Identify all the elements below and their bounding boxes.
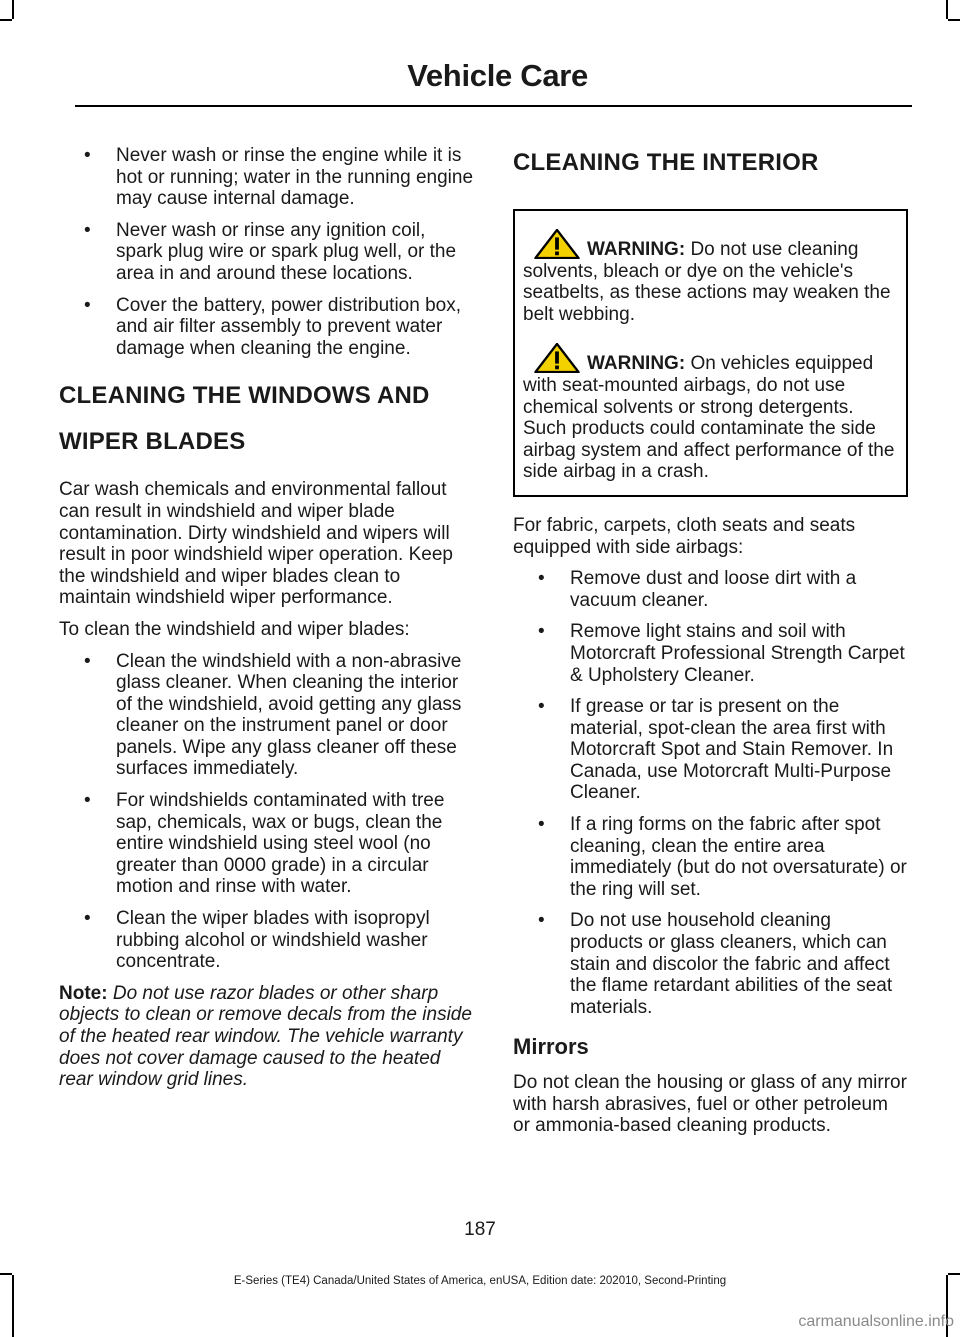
interior-section-heading: CLEANING THE INTERIOR xyxy=(513,149,819,176)
note-label: Note: xyxy=(59,982,108,1004)
list-item: • Never wash or rinse the engine while it is hot or running; water in the running engine may cause internal damage. xyxy=(59,145,474,210)
windows-section-heading xyxy=(59,373,474,465)
left-column xyxy=(59,145,474,1101)
list-item: • Cover the battery, power distribution box, and air filter assembly to prevent water damage when cleaning the engine. xyxy=(59,295,474,360)
warning-box xyxy=(513,209,908,497)
page-header-title: Vehicle Care xyxy=(407,58,588,93)
list-item: • Remove light stains and soil with Motorcraft Professional Strength Carpet & Upholstery Cleaner. xyxy=(513,621,908,686)
right-column xyxy=(513,145,908,1147)
page-number: 187 xyxy=(464,1219,496,1240)
list-item: • Never wash or rinse any ignition coil, spark plug wire or spark plug well, or the area in and around these locations. xyxy=(59,220,474,285)
fabric-list xyxy=(513,568,908,1018)
list-item: • If a ring forms on the fabric after spot cleaning, clean the entire area immediately (but do not oversaturate) or the ring will set. xyxy=(513,814,908,900)
warning-text: Do not use cleaning solvents, bleach or dye on the vehicle's seatbelts, as these actions may weaken the belt webbing. xyxy=(523,239,891,325)
header-rule xyxy=(75,105,912,107)
warning-text: On vehicles equipped with seat-mounted airbags, do not use chemical solvents or strong detergents. Such products could contaminate the side airbag system and affect performance of the side airbag in a crash. xyxy=(523,353,895,483)
list-item: • For windshields contaminated with tree sap, chemicals, wax or bugs, clean the entire windshield using steel wool (no greater than 0000 grade) in a circular motion and rinse with water. xyxy=(59,790,474,898)
list-item: • Clean the windshield with a non-abrasive glass cleaner. When cleaning the interior of the windshield, avoid getting any glass cleaner on the instrument panel or door panels. Wipe any glass cleaner off these surfaces immediately. xyxy=(59,651,474,781)
list-item: • Do not use household cleaning products or glass cleaners, which can stain and discolor the fabric and affect the flame retardant abilities of the seat materials. xyxy=(513,910,908,1018)
mirrors-text: Do not clean the housing or glass of any mirror with harsh abrasives, fuel or other petroleum or ammonia-based cleaning products. xyxy=(513,1072,907,1137)
crop-mark xyxy=(0,19,12,21)
crop-mark xyxy=(948,19,960,21)
fabric-lead: For fabric, carpets, cloth seats and seats equipped with side airbags: xyxy=(513,514,856,558)
heading-line: WIPER BLADES xyxy=(59,428,246,456)
warning-item xyxy=(523,343,900,483)
engine-wash-list xyxy=(59,145,474,359)
note-text: Do not use razor blades or other sharp objects to clean or remove decals from the inside of the heated rear window. The vehicle warranty does not cover damage caused to the heated rear window grid lines. xyxy=(59,982,472,1091)
windows-list xyxy=(59,651,474,973)
list-item: • Remove dust and loose dirt with a vacuum cleaner. xyxy=(513,568,908,611)
mirrors-heading: Mirrors xyxy=(513,1034,589,1060)
windows-intro: Car wash chemicals and environmental fallout can result in windshield and wiper blade contamination. Dirty windshield and wipers will result in poor windshield wiper operation. Keep the windshield and wiper blades clean to maintain windshield wiper performance. xyxy=(59,479,453,609)
warning-triangle-icon xyxy=(533,343,581,373)
warning-label: WARNING: xyxy=(587,353,686,375)
warning-label: WARNING: xyxy=(587,239,686,260)
crop-mark xyxy=(12,0,14,19)
note xyxy=(59,983,474,1091)
warning-item xyxy=(523,229,900,325)
list-item: • If grease or tar is present on the material, spot-clean the area first with Motorcraft Spot and Stain Remover. In Canada, use Motorcraft Multi-Purpose Cleaner. xyxy=(513,696,908,804)
crop-mark xyxy=(946,0,948,19)
heading-line: CLEANING THE WINDOWS AND xyxy=(59,382,430,410)
windows-lead: To clean the windshield and wiper blades: xyxy=(59,618,410,640)
watermark: carmanualsonline.info xyxy=(798,1313,954,1330)
list-item: • Clean the wiper blades with isopropyl rubbing alcohol or windshield washer concentrate. xyxy=(59,908,474,973)
warning-triangle-icon xyxy=(533,229,581,259)
edition-footer: E-Series (TE4) Canada/United States of America, enUSA, Edition date: 202010, Second-Printing xyxy=(233,1275,727,1287)
